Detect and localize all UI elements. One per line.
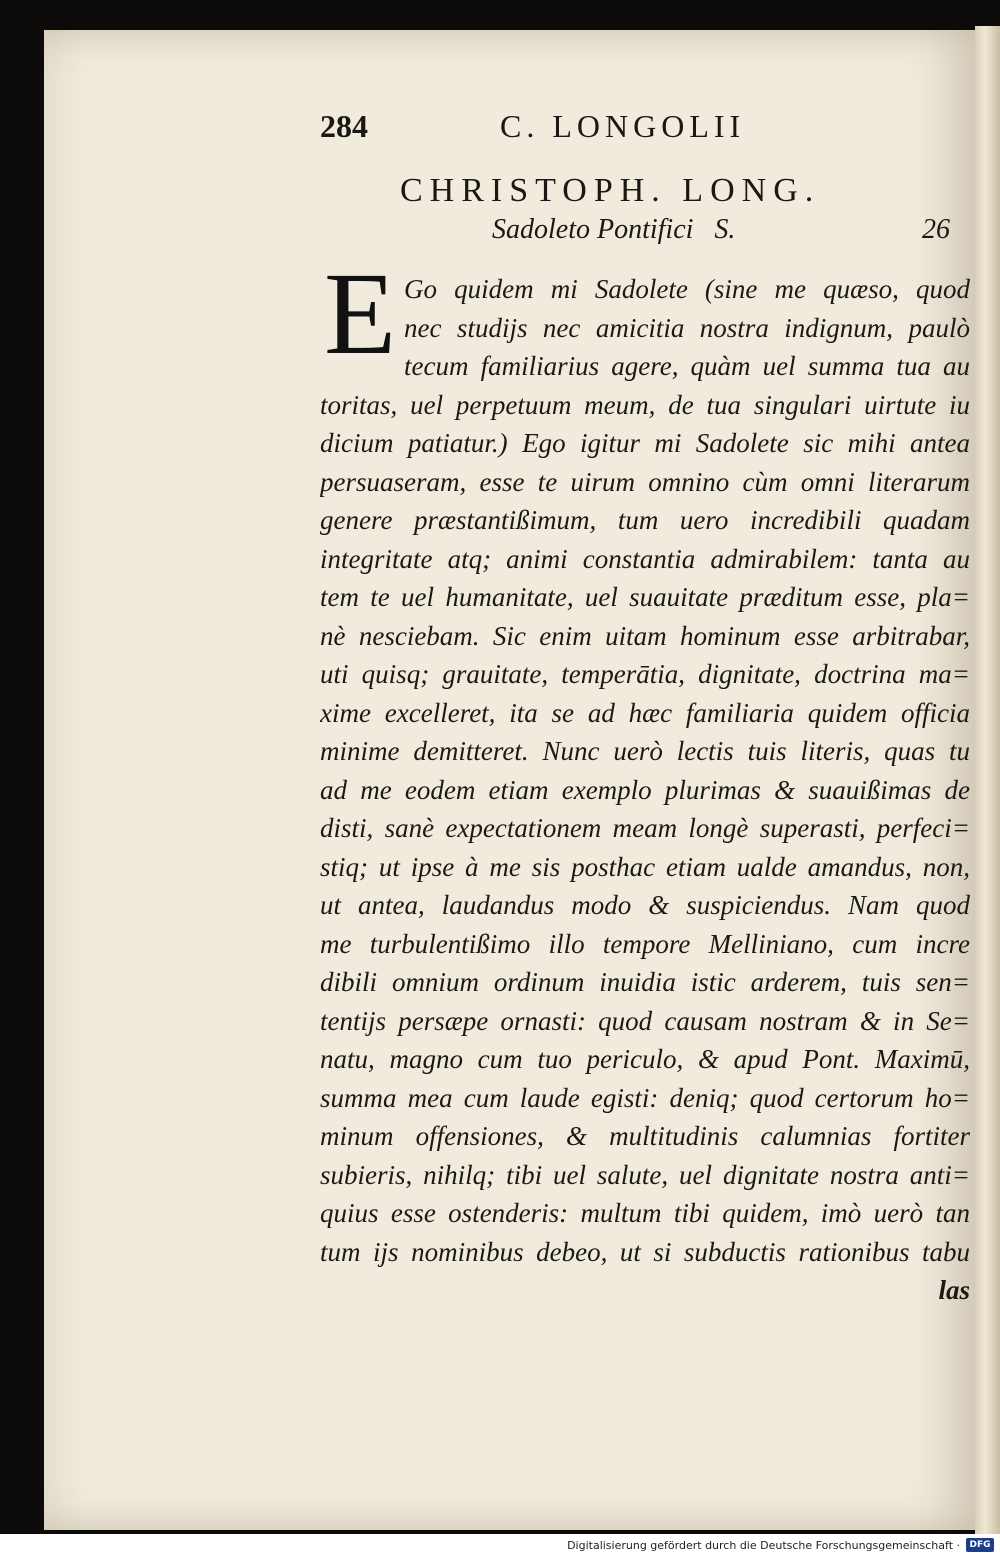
text-line: stiq; ut ipse à me sis posthac etiam ualde amandus, non, bbox=[320, 851, 970, 882]
catchword: las bbox=[938, 1275, 970, 1305]
text-line: disti, sanè expectationem meam longè superasti, perfeci= bbox=[320, 813, 970, 843]
digitization-credit: Digitalisierung gefördert durch die Deutsche Forschungsgemeinschaft · bbox=[567, 1539, 960, 1552]
text-line: summa mea cum laude egisti: deniq; quod certorum ho= bbox=[320, 1082, 970, 1113]
text-line: ad me eodem etiam exemplo plurimas & suauißimas de bbox=[320, 774, 970, 805]
text-line: tentijs persæpe ornasti: quod causam nostram & in Se= bbox=[320, 1005, 970, 1036]
dfg-logo: DFG bbox=[966, 1538, 994, 1552]
text-line: Go quidem mi Sadolete (sine me quæso, quod bbox=[404, 274, 970, 304]
text-line: minime demitteret. Nunc uerò lectis tuis literis, quas tu bbox=[320, 736, 970, 766]
text-line: quius esse ostenderis: multum tibi quidem, imò uerò tan bbox=[320, 1198, 970, 1228]
text-line: persuaseram, esse te uirum omnino cùm omni literarum bbox=[320, 466, 970, 497]
text-line: genere præstantißimum, tum uero incredibili quadam bbox=[320, 505, 970, 535]
text-line: tem te uel humanitate, uel suauitate præditum esse, pla= bbox=[320, 582, 970, 612]
text-line: ut antea, laudandus modo & suspiciendus. Nam quod bbox=[320, 890, 970, 920]
text-line: integritate atq; animi constantia admirabilem: tanta au bbox=[320, 543, 970, 574]
page-edge bbox=[975, 26, 1000, 1534]
text-line: minum offensiones, & multitudinis calumnias fortiter bbox=[320, 1121, 970, 1151]
text-line: me turbulentißimo illo tempore Melliniano, cum incre bbox=[320, 928, 970, 959]
text-line: natu, magno cum tuo periculo, & apud Pont. Maximū, bbox=[320, 1044, 970, 1074]
text-line: xime excelleret, ita se ad hæc familiaria quidem officia bbox=[320, 697, 970, 728]
running-title: C. LONGOLII bbox=[500, 108, 746, 144]
letter-heading: CHRISTOPH. LONG. bbox=[400, 172, 821, 209]
text-line: nec studijs nec amicitia nostra indignum, paulò bbox=[404, 312, 970, 343]
letter-body bbox=[320, 270, 970, 1310]
text-line: subieris, nihilq; tibi uel salute, uel dignitate nostra anti= bbox=[320, 1159, 970, 1190]
text-line: nè nesciebam. Sic enim uitam hominum esse arbitrabar, bbox=[320, 620, 970, 651]
letter-number: 26 bbox=[922, 214, 950, 245]
text-line: tecum familiarius agere, quàm uel summa tua au bbox=[404, 351, 970, 381]
text-line: dibili omnium ordinum inuidia istic arderem, tuis sen= bbox=[320, 967, 970, 997]
drop-cap: E bbox=[324, 248, 397, 379]
letter-addressee: Sadoleto Pontifici S. bbox=[492, 214, 736, 245]
text-line: uti quisq; grauitate, temperātia, dignitate, doctrina ma= bbox=[320, 659, 970, 689]
text-line: tum ijs nominibus debeo, ut si subductis rationibus tabu bbox=[320, 1236, 970, 1267]
text-line: toritas, uel perpetuum meum, de tua singulari uirtute iu bbox=[320, 389, 970, 420]
running-head bbox=[280, 108, 840, 148]
page-number: 284 bbox=[320, 108, 368, 144]
text-line: dicium patiatur.) Ego igitur mi Sadolete sic mihi antea bbox=[320, 428, 970, 458]
